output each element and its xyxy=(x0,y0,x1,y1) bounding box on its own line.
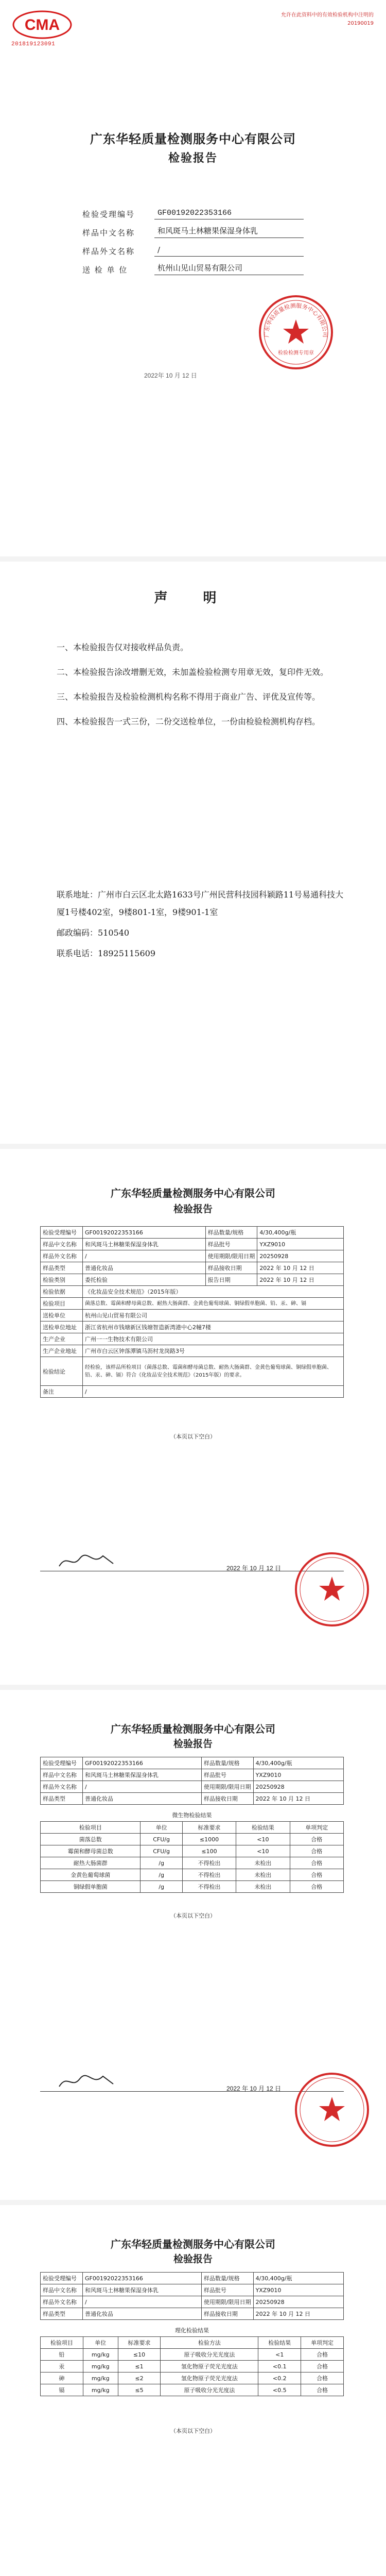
blank-note: （本页以下空白） xyxy=(170,1912,216,1919)
contact-postcode: 邮政编码：510540 xyxy=(57,928,130,938)
declaration-item: 三、本检验报告及检验检测机构名称不得用于商业广告、评优及宣传等。 xyxy=(57,692,321,702)
info-row: 样品外文名称 / xyxy=(82,238,304,257)
report-date: 2022 年 10 月 12 日 xyxy=(226,1565,282,1572)
table-row: 检验结论 经检验，该样品所检项目（菌落总数、霉菌和酵母菌总数、耐热大肠菌群、金黄色葡萄球菌、铜绿假单胞菌、铅、汞、砷、镉）符合《化妆品安全技术规范》（2015年版）的要求。 xyxy=(41,1357,344,1386)
page-company-title: 广东华轻质量检测服务中心有限公司 xyxy=(111,1723,275,1735)
blank-note: （本页以下空白） xyxy=(170,2428,216,2434)
table-row: 备注 / xyxy=(41,1386,344,1398)
table-row: 样品类型 普通化妆品 样品接收日期 2022 年 10 月 12 日 xyxy=(41,1793,344,1805)
table-row: 霉菌和酵母菌总数 CFU/g ≤100 <10 合格 xyxy=(41,1845,344,1857)
table-row: 检验受理编号 GF00192022353166 样品数量/规格 4/30,400g/瓶 xyxy=(41,2273,344,2284)
declaration-title: 声 明 xyxy=(154,590,232,606)
cma-number: 201819123091 xyxy=(11,41,56,47)
results-caption: 理化检验结果 xyxy=(175,2327,209,2334)
micro-results-page xyxy=(0,1685,386,2200)
table-row: 样品类型 普通化妆品 样品接收日期 2022 年 10 月 12 日 xyxy=(41,2308,344,2320)
table-row: 铜绿假单胞菌 /g 不得检出 未检出 合格 xyxy=(41,1881,344,1893)
table-row: 样品中文名称 和风斑马土林糖果保湿身体乳 样品批号 YXZ9010 xyxy=(41,1239,344,1250)
table-row: 检验受理编号 GF00192022353166 样品数量/规格 4/30,400g/瓶 xyxy=(41,1757,344,1769)
signature-icon xyxy=(57,1551,118,1571)
svg-text:广东华轻质量检测服务中心有限公司: 广东华轻质量检测服务中心有限公司 xyxy=(263,302,329,337)
chem-results-page xyxy=(0,2200,386,2576)
info-row: 样品中文名称 和风斑马土林糖果保湿身体乳 xyxy=(82,219,304,238)
table-row: 检验类别 委托检验 报告日期 2022 年 10 月 12 日 xyxy=(41,1274,344,1286)
contact-block xyxy=(57,886,345,965)
contact-address: 联系地址：广州市白云区北太路1633号广州民营科技园科颖路11号易通科技大厦1号楼402室，9楼801-1室，9楼901-1室 xyxy=(57,890,344,917)
cma-mark xyxy=(11,9,83,47)
table-row: 检验依据 《化妆品安全技术规范》（2015年版） xyxy=(41,1286,344,1298)
table-row: 样品外文名称 / 使用期限/限用日期 20250928 xyxy=(41,1250,344,1262)
table-row: 送检单位 杭州山见山贸易有限公司 xyxy=(41,1310,344,1321)
declaration-page xyxy=(0,556,386,1144)
table-row: 样品中文名称 和风斑马土林糖果保湿身体乳 样品批号 YXZ9010 xyxy=(41,2284,344,2296)
table-row: 耐热大肠菌群 /g 不得检出 未检出 合格 xyxy=(41,1857,344,1869)
report-date: 2022 年 10 月 12 日 xyxy=(226,2085,282,2092)
page-report-title: 检验报告 xyxy=(173,1204,213,1215)
table-header: 检验项目 单位 标准要求 检验结果 单项判定 xyxy=(41,1822,344,1834)
page-company-title: 广东华轻质量检测服务中心有限公司 xyxy=(111,1187,275,1199)
blank-note: （本页以下空白） xyxy=(170,1433,216,1440)
sample-info-table xyxy=(40,2272,344,2320)
table-row: 生产企业 广州一一生物技术有限公司 xyxy=(41,1333,344,1345)
table-row: 镉 mg/kg ≤5 原子吸收分光光度法 <0.5 合格 xyxy=(41,2384,344,2396)
cover-date: 2022年 10 月 12 日 xyxy=(144,372,197,379)
cover-page xyxy=(0,0,386,556)
cover-info-table xyxy=(82,201,304,275)
svg-text:检验检测专用章: 检验检测专用章 xyxy=(278,350,314,356)
table-row: 样品外文名称 / 使用期限/限用日期 20250928 xyxy=(41,1781,344,1793)
page-report-title: 检验报告 xyxy=(173,2253,213,2265)
results-caption: 微生物检验结果 xyxy=(172,1812,212,1819)
table-row: 检验项目 菌落总数、霉菌和酵母菌总数、耐热大肠菌群、金黄色葡萄球菌、铜绿假单胞菌、铅、汞、砷、镉 xyxy=(41,1298,344,1310)
table-row: 样品类型 普通化妆品 样品接收日期 2022 年 10 月 12 日 xyxy=(41,1262,344,1274)
table-row: 样品外文名称 / 使用期限/限用日期 20250928 xyxy=(41,2296,344,2308)
chem-results-table xyxy=(40,2336,344,2396)
cma-logo-icon xyxy=(11,9,73,40)
sample-info-table xyxy=(40,1757,344,1805)
micro-results-table xyxy=(40,1821,344,1893)
table-row: 生产企业地址 广州市白云区钟落潭镇马沥村龙岗路3号 xyxy=(41,1345,344,1357)
table-row: 检验受理编号 GF00192022353166 样品数量/规格 4/30,400g/瓶 xyxy=(41,1227,344,1239)
official-seal xyxy=(257,294,335,371)
table-row: 汞 mg/kg ≤1 氢化物原子荧光光度法 <0.1 合格 xyxy=(41,2361,344,2372)
declaration-item: 四、本检验报告一式三份，二份交送检单位，一份由检验检测机构存档。 xyxy=(57,717,321,726)
official-seal xyxy=(293,2071,371,2148)
table-row: 金黄色葡萄球菌 /g 不得检出 未检出 合格 xyxy=(41,1869,344,1881)
info-row: 送 检 单 位 杭州山见山贸易有限公司 xyxy=(82,257,304,275)
table-row: 送检单位地址 浙江省杭州市钱塘新区钱塘智造新湾港中心2幢7楼 xyxy=(41,1321,344,1333)
declaration-item: 二、本检验报告涂改增删无效，未加盖检验检测专用章无效，复印件无效。 xyxy=(57,667,329,677)
report-summary-page xyxy=(0,1144,386,1685)
contact-phone: 联系电话：18925115609 xyxy=(57,948,155,958)
report-title: 检验报告 xyxy=(168,151,218,165)
company-title: 广东华轻质量检测服务中心有限公司 xyxy=(90,131,296,146)
table-row: 菌落总数 CFU/g ≤1000 <10 合格 xyxy=(41,1834,344,1845)
table-row: 铅 mg/kg ≤10 原子吸收分光光度法 <1 合格 xyxy=(41,2349,344,2361)
official-seal xyxy=(293,1551,371,1628)
page-report-title: 检验报告 xyxy=(173,1738,213,1750)
cma-note: 允许在此资料中的有效检验机构中注明的 20190019 xyxy=(281,12,374,26)
signature-icon xyxy=(57,2071,118,2092)
table-row: 砷 mg/kg ≤2 氢化物原子荧光光度法 <0.2 合格 xyxy=(41,2372,344,2384)
table-header: 检验项目 单位 标准要求 检验方法 检验结果 单项判定 xyxy=(41,2337,344,2349)
declaration-list xyxy=(57,639,345,738)
info-row: 检验受理编号 GF00192022353166 xyxy=(82,201,304,219)
table-row: 样品中文名称 和风斑马土林糖果保湿身体乳 样品批号 YXZ9010 xyxy=(41,1769,344,1781)
page-company-title: 广东华轻质量检测服务中心有限公司 xyxy=(111,2238,275,2250)
declaration-item: 一、本检验报告仅对接收样品负责。 xyxy=(57,642,189,652)
svg-text:CMA: CMA xyxy=(24,16,60,33)
summary-table xyxy=(40,1226,344,1398)
